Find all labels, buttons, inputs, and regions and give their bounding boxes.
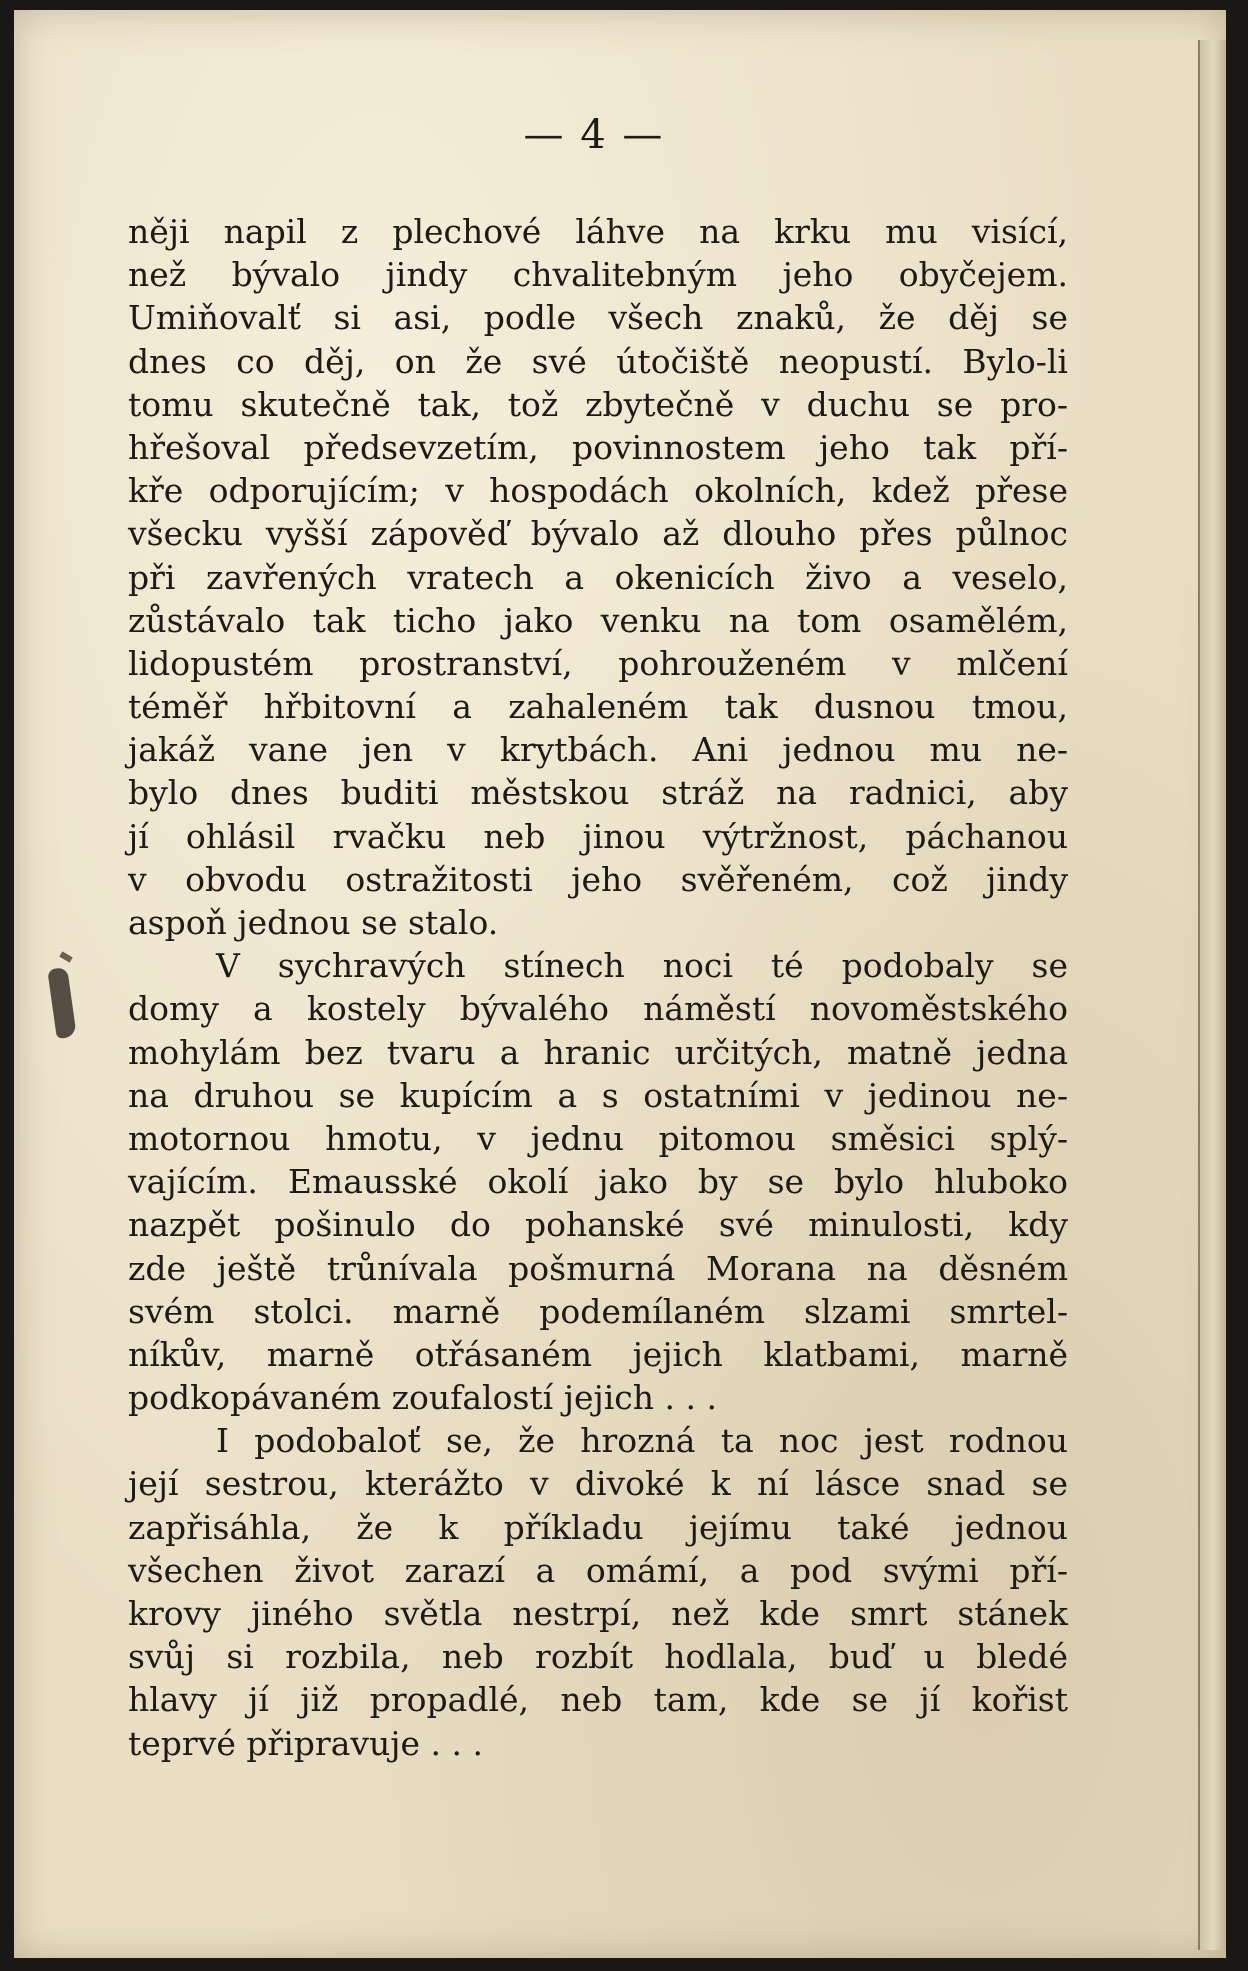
- text-line: na druhou se kupícím a s ostatními v jedinou ne-: [128, 1075, 1068, 1115]
- text-line: nazpět pošinulo do pohanské své minulosti, kdy: [128, 1205, 1068, 1245]
- paragraph-first-line: V sychravých stínech noci té podobaly se: [216, 946, 1068, 986]
- text-line: mohylám bez tvaru a hranic určitých, matně jedna: [128, 1032, 1068, 1072]
- body-text: [128, 210, 1068, 1765]
- text-line: všechen život zarazí a omámí, a pod svými pří-: [128, 1550, 1068, 1590]
- text-line: všecku vyšší zápověď bývalo až dlouho přes půlnoc: [128, 514, 1068, 554]
- text-line: teprvé připravuje . . .: [128, 1723, 483, 1763]
- text-line: svůj si rozbila, neb rozbít hodlala, buď u bledé: [128, 1637, 1068, 1677]
- text-line: v obvodu ostražitosti jeho svěřeném, což jindy: [128, 859, 1068, 899]
- text-line: níkův, marně otřásaném jejich klatbami, marně: [128, 1334, 1068, 1374]
- text-line: její sestrou, kterážto v divoké k ní lásce snad se: [128, 1464, 1068, 1504]
- text-line: domy a kostely bývalého náměstí novoměstského: [128, 989, 1068, 1029]
- text-line: motornou hmotu, v jednu pitomou směsici splý-: [128, 1118, 1068, 1158]
- text-line: podkopávaném zoufalostí jejich . . .: [128, 1378, 717, 1418]
- text-line: při zavřených vratech a okenicích živo a veselo,: [128, 557, 1068, 597]
- text-line: hlavy jí již propadlé, neb tam, kde se jí kořist: [128, 1680, 1068, 1720]
- adjacent-page-edge: [1198, 40, 1226, 1950]
- text-line: bylo dnes buditi městskou stráž na radnici, aby: [128, 773, 1068, 813]
- text-line: zde ještě trůnívala pošmurná Morana na děsném: [128, 1248, 1068, 1288]
- text-line: téměř hřbitovní a zahaleném tak dusnou tmou,: [128, 687, 1068, 727]
- ink-stain: [59, 951, 72, 962]
- text-line: kře odporujícím; v hospodách okolních, kdež přese: [128, 471, 1068, 511]
- text-line: vajícím. Emausské okolí jako by se bylo hluboko: [128, 1162, 1068, 1202]
- text-line: krovy jiného světla nestrpí, než kde smrt stánek: [128, 1594, 1068, 1633]
- text-line: tomu skutečně tak, tož zbytečně v duchu se pro-: [128, 384, 1068, 424]
- paragraph-first-line: I podobaloť se, že hrozná ta noc jest rodnou: [216, 1421, 1068, 1461]
- text-line: zůstávalo tak ticho jako venku na tom osamělém,: [128, 600, 1068, 640]
- text-line: hřešoval předsevzetím, povinnostem jeho tak pří-: [128, 427, 1068, 467]
- text-line: lidopustém prostranství, pohrouženém v mlčení: [128, 643, 1068, 683]
- text-line: jí ohlásil rvačku neb jinou výtržnost, páchanou: [128, 816, 1068, 856]
- page-number: — 4 —: [523, 112, 665, 158]
- text-line: aspoň jednou se stalo.: [128, 903, 499, 942]
- book-page: [14, 10, 1226, 1958]
- text-line: Umiňovalť si asi, podle všech znaků, že děj se: [128, 298, 1068, 338]
- text-line: zapřisáhla, že k příkladu jejímu také jednou: [128, 1507, 1068, 1547]
- text-line: než bývalo jindy chvalitebným jeho obyčejem.: [128, 255, 1068, 295]
- text-line: jakáž vane jen v krytbách. Ani jednou mu ne-: [128, 730, 1068, 770]
- ink-mark: [47, 967, 77, 1039]
- text-line: svém stolci. marně podemílaném slzami smrtel-: [128, 1291, 1068, 1331]
- text-line: dnes co děj, on že své útočiště neopustí. Bylo-li: [128, 341, 1068, 381]
- text-line: něji napil z plechové láhve na krku mu visící,: [128, 212, 1068, 251]
